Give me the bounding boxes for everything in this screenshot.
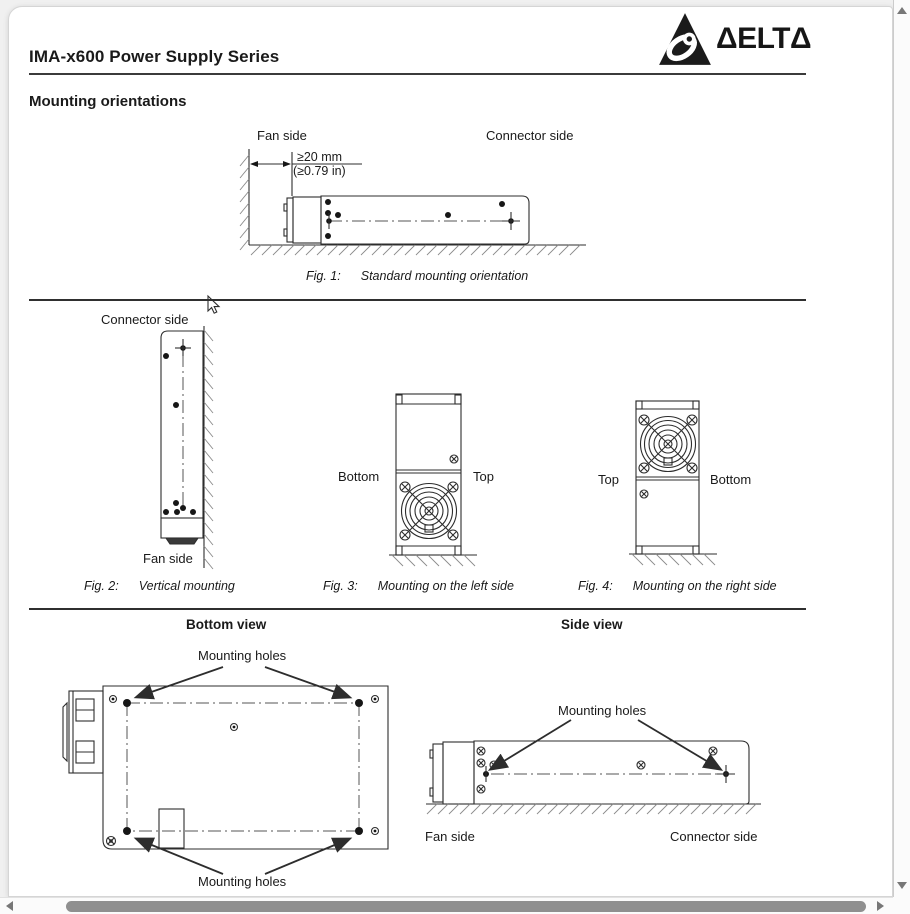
- document-page: [8, 6, 893, 897]
- fig2-fan-side-label: Fan side: [143, 551, 193, 566]
- vertical-scrollbar[interactable]: [893, 0, 910, 897]
- section-divider-2: [29, 608, 806, 610]
- fig1-connector-side-label: Connector side: [486, 128, 574, 143]
- mouse-cursor-icon: [207, 295, 221, 315]
- fig4-caption: [578, 579, 777, 593]
- fig1-caption-label: Fig. 1:: [306, 269, 341, 283]
- delta-logo-wordmark: ΔELTΔ: [716, 22, 812, 55]
- side-view-connector-side-label: Connector side: [670, 829, 758, 844]
- horizontal-scrollbar[interactable]: [0, 897, 893, 914]
- bottom-view-drawing: [51, 646, 401, 896]
- fig4-caption-text: Mounting on the right side: [632, 579, 777, 593]
- horizontal-scrollbar-thumb[interactable]: [66, 901, 866, 912]
- fig3-caption-label: Fig. 3:: [323, 579, 358, 593]
- bottom-view-mounting-holes-top-label: Mounting holes: [198, 648, 287, 663]
- side-view-fan-side-label: Fan side: [425, 829, 475, 844]
- fig2-connector-side-label: Connector side: [101, 312, 189, 327]
- side-view-heading: Side view: [561, 617, 623, 632]
- fig4-caption-label: Fig. 4:: [578, 579, 613, 593]
- scroll-up-arrow-icon[interactable]: [897, 7, 907, 14]
- fig3-top-label: Top: [473, 469, 494, 484]
- fig2-caption: [84, 579, 235, 593]
- fig1-dimension-mm: ≥20 mm: [297, 150, 343, 164]
- fig1-drawing: [231, 141, 601, 267]
- fig2-drawing: [91, 326, 221, 571]
- fig1-caption-text: Standard mounting orientation: [360, 269, 529, 283]
- section-divider-1: [29, 299, 806, 301]
- fig2-caption-label: Fig. 2:: [84, 579, 119, 593]
- fig4-bottom-label: Bottom: [710, 472, 752, 487]
- scroll-left-arrow-icon[interactable]: [6, 901, 13, 911]
- header-rule: [29, 73, 806, 75]
- page-title: IMA-x600 Power Supply Series: [29, 47, 280, 66]
- fig4-top-label: Top: [598, 472, 619, 487]
- fig4-drawing: [566, 396, 796, 572]
- fig2-caption-text: Vertical mounting: [138, 579, 235, 593]
- fig3-caption-text: Mounting on the left side: [377, 579, 514, 593]
- scrollbar-corner: [893, 897, 910, 914]
- fig3-bottom-label: Bottom: [338, 469, 380, 484]
- bottom-view-heading: Bottom view: [186, 617, 267, 632]
- delta-logo-emblem-icon: [658, 12, 712, 66]
- fig3-drawing: [326, 391, 506, 566]
- delta-logo: [658, 12, 811, 66]
- scroll-down-arrow-icon[interactable]: [897, 882, 907, 889]
- fig1-dimension-in: (≥0.79 in): [293, 164, 346, 178]
- scroll-right-arrow-icon[interactable]: [877, 901, 884, 911]
- side-view-drawing: [421, 716, 771, 831]
- bottom-view-mounting-holes-bottom-label: Mounting holes: [198, 874, 287, 889]
- fig3-caption: [323, 579, 514, 593]
- section-heading: Mounting orientations: [29, 93, 187, 110]
- side-view-mounting-holes-label: Mounting holes: [558, 703, 647, 718]
- fig1-fan-side-label: Fan side: [257, 128, 307, 143]
- fig1-caption: [306, 269, 528, 283]
